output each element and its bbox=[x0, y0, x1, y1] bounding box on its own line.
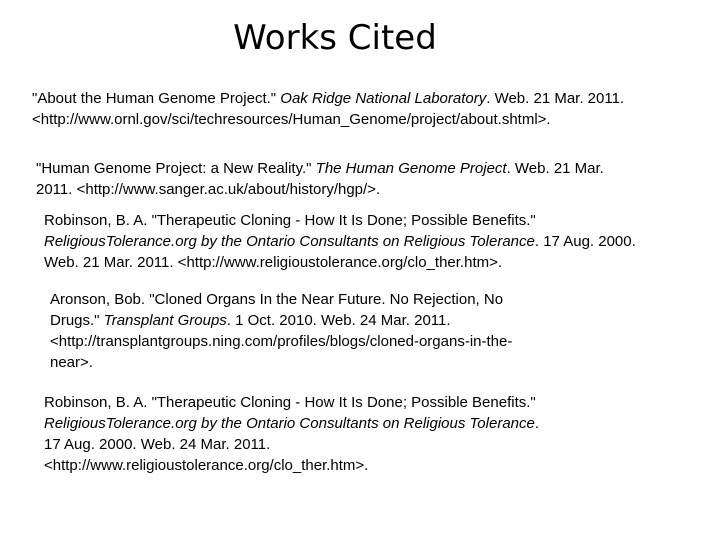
page-title: Works Cited bbox=[233, 18, 437, 58]
citation-text: Aronson, Bob. "Cloned Organs In the Near Future. No Rejection, No bbox=[50, 291, 504, 308]
citation-line bbox=[32, 88, 624, 109]
citation-text: <http://www.ornl.gov/sci/techresources/Human_Genome/project/about.shtml>. bbox=[32, 111, 551, 128]
citation-source-title: ReligiousTolerance.org by the Ontario Consultants on Religious Tolerance bbox=[44, 415, 535, 432]
citation-line bbox=[50, 331, 512, 352]
citation-text: <http://www.religioustolerance.org/clo_ther.htm>. bbox=[44, 457, 369, 474]
citation-5 bbox=[44, 392, 539, 476]
citation-text: Web. 21 Mar. 2011. <http://www.religioustolerance.org/clo_ther.htm>. bbox=[44, 254, 503, 271]
citation-line bbox=[44, 455, 539, 476]
citation-text: . Web. 21 Mar. bbox=[506, 160, 604, 177]
citation-text: 2011. <http://www.sanger.ac.uk/about/history/hgp/>. bbox=[36, 181, 381, 198]
citation-line bbox=[44, 392, 539, 413]
citation-line bbox=[44, 434, 539, 455]
citation-3 bbox=[44, 210, 636, 273]
citation-2 bbox=[36, 158, 604, 200]
citation-text: . 1 Oct. 2010. Web. 24 Mar. 2011. bbox=[226, 312, 451, 329]
citation-text: 17 Aug. 2000. Web. 24 Mar. 2011. bbox=[44, 436, 271, 453]
citation-line bbox=[44, 252, 636, 273]
citation-text: near>. bbox=[50, 354, 93, 371]
citation-line bbox=[44, 210, 636, 231]
citation-source-title: ReligiousTolerance.org by the Ontario Consultants on Religious Tolerance bbox=[44, 233, 535, 250]
citation-text: . 17 Aug. 2000. bbox=[534, 233, 636, 250]
citation-line bbox=[50, 289, 512, 310]
citation-source-title: Transplant Groups bbox=[103, 312, 227, 329]
citation-text: <http://transplantgroups.ning.com/profiles/blogs/cloned-organs-in-the- bbox=[50, 333, 513, 350]
citation-4 bbox=[50, 289, 512, 373]
citation-line bbox=[44, 231, 636, 252]
citation-source-title: The Human Genome Project bbox=[315, 160, 507, 177]
citation-line bbox=[44, 413, 539, 434]
citation-text: Robinson, B. A. "Therapeutic Cloning - How It Is Done; Possible Benefits." bbox=[44, 394, 536, 411]
citation-line bbox=[36, 179, 604, 200]
citation-text: . Web. 21 Mar. 2011. bbox=[486, 90, 625, 107]
citation-text: "About the Human Genome Project." bbox=[32, 90, 281, 107]
citation-text: Drugs." bbox=[50, 312, 104, 329]
citation-line bbox=[50, 352, 512, 373]
citation-text: Robinson, B. A. "Therapeutic Cloning - How It Is Done; Possible Benefits." bbox=[44, 212, 536, 229]
citation-line bbox=[32, 109, 624, 130]
citation-line bbox=[36, 158, 604, 179]
citation-1 bbox=[32, 88, 624, 130]
citation-text: . bbox=[534, 415, 540, 432]
citation-line bbox=[50, 310, 512, 331]
citation-text: "Human Genome Project: a New Reality." bbox=[36, 160, 316, 177]
citation-source-title: Oak Ridge National Laboratory bbox=[280, 90, 487, 107]
